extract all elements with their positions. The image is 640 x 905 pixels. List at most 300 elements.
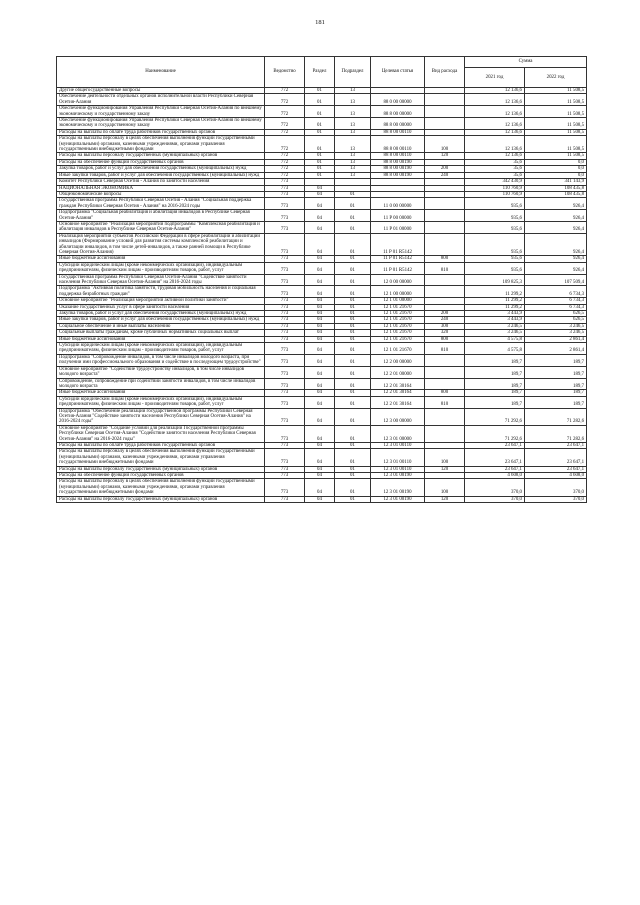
cell-csr: 12 3 01 00190 — [371, 473, 425, 479]
cell-csr: 12 3 01 00000 — [371, 425, 425, 442]
cell-sum-2022: 4 608,0 — [525, 473, 587, 479]
table-row — [57, 304, 587, 310]
table-row — [57, 354, 587, 366]
cell-sum-2022: 71 282,6 — [525, 408, 587, 425]
cell-ved: 773 — [265, 396, 305, 408]
cell-razdel: 04 — [305, 378, 335, 390]
cell-podrazdel: 01 — [335, 496, 371, 502]
cell-ved: 773 — [265, 366, 305, 378]
table-row — [57, 198, 587, 210]
cell-sum-2021: 189,7 — [465, 390, 525, 396]
cell-razdel: 04 — [305, 185, 335, 191]
cell-podrazdel: 01 — [335, 256, 371, 262]
cell-podrazdel: 01 — [335, 286, 371, 298]
cell-csr: 12 1 01 21670 — [371, 323, 425, 329]
cell-sum-2021: 3 443,9 — [465, 317, 525, 323]
table-row — [57, 262, 587, 274]
cell-ved: 773 — [265, 449, 305, 466]
cell-podrazdel: 13 — [335, 118, 371, 130]
cell-podrazdel: 01 — [335, 442, 371, 448]
cell-sum-2021: 370,0 — [465, 496, 525, 502]
cell-name: Комитет Республики Северная Осетия - Алания по занятости населения — [57, 179, 265, 185]
cell-podrazdel: 13 — [335, 94, 371, 106]
cell-vr — [425, 378, 465, 390]
cell-sum-2021: 935,6 — [465, 233, 525, 256]
cell-ved: 773 — [265, 378, 305, 390]
cell-ved: 773 — [265, 473, 305, 479]
cell-csr: 88 8 00 00000 — [371, 118, 425, 130]
cell-podrazdel: 01 — [335, 390, 371, 396]
cell-sum-2022: 341 143,9 — [525, 179, 587, 185]
cell-name: Иные бюджетные ассигнования — [57, 256, 265, 262]
cell-csr: 11 P 01 00000 — [371, 221, 425, 233]
cell-csr: 12 3 01 00110 — [371, 466, 425, 472]
cell-podrazdel: 01 — [335, 354, 371, 366]
cell-sum-2021: 23 647,1 — [465, 449, 525, 466]
cell-sum-2021: 4 575,8 — [465, 336, 525, 342]
cell-name: Другие общегосударственные вопросы — [57, 88, 265, 94]
cell-sum-2022: 11 508,5 — [525, 153, 587, 159]
cell-csr: 12 1 00 00000 — [371, 286, 425, 298]
cell-sum-2021: 935,6 — [465, 256, 525, 262]
table-row — [57, 473, 587, 479]
cell-ved: 773 — [265, 256, 305, 262]
cell-razdel: 01 — [305, 129, 335, 135]
cell-podrazdel: 01 — [335, 304, 371, 310]
cell-csr: 12 1 01 21670 — [371, 336, 425, 342]
cell-razdel: 04 — [305, 425, 335, 442]
table-row — [57, 94, 587, 106]
cell-sum-2022: 189,7 — [525, 396, 587, 408]
table-row — [57, 449, 587, 466]
cell-razdel: 04 — [305, 473, 335, 479]
table-row — [57, 378, 587, 390]
cell-name: Подпрограмма "Социальная реабилитация и абилитация инвалидов в Республике Северная Осетия-Алания" — [57, 210, 265, 222]
cell-razdel: 04 — [305, 330, 335, 336]
cell-sum-2022: 926,4 — [525, 262, 587, 274]
cell-ved: 772 — [265, 118, 305, 130]
cell-podrazdel: 13 — [335, 88, 371, 94]
cell-sum-2021: 35,6 — [465, 159, 525, 165]
page-number: 181 — [315, 19, 325, 26]
cell-podrazdel: 01 — [335, 274, 371, 286]
cell-vr — [425, 94, 465, 106]
cell-ved: 773 — [265, 330, 305, 336]
header-year-1: 2021 год — [465, 68, 525, 88]
cell-razdel: 04 — [305, 408, 335, 425]
cell-razdel: 04 — [305, 323, 335, 329]
table-row — [57, 118, 587, 130]
cell-razdel: 04 — [305, 396, 335, 408]
cell-name: Оказание государственных услуг в сфере занятости населения — [57, 304, 265, 310]
cell-sum-2021: 11 299,2 — [465, 286, 525, 298]
cell-name: Расходы на выплаты персоналу государственных (муниципальных) органов — [57, 153, 265, 159]
cell-podrazdel: 01 — [335, 221, 371, 233]
table-row — [57, 233, 587, 256]
cell-name: Социальное обеспечение и иные выплаты населению — [57, 323, 265, 329]
cell-vr — [425, 274, 465, 286]
cell-podrazdel: 01 — [335, 396, 371, 408]
cell-name: Подпрограмма "Сопровождение инвалидов, в том числе инвалидов молодого возраста, при получении ими профессионального образования и содействие в последующем трудоустройстве" — [57, 354, 265, 366]
cell-razdel: 04 — [305, 442, 335, 448]
cell-name: Расходы на выплаты персоналу государственных (муниципальных) органов — [57, 496, 265, 502]
cell-name: Закупка товаров, работ и услуг для обеспечения государственных (муниципальных) нужд — [57, 311, 265, 317]
cell-podrazdel: 01 — [335, 408, 371, 425]
cell-csr: 88 8 00 00190 — [371, 172, 425, 178]
cell-ved: 773 — [265, 311, 305, 317]
cell-razdel: 04 — [305, 449, 335, 466]
cell-razdel: 01 — [305, 166, 335, 172]
cell-razdel: 04 — [305, 198, 335, 210]
cell-vr: 100 — [425, 136, 465, 153]
cell-name: Реализация мероприятий субъектов Российской Федерации в сфере реабилитации и абилитации инвалидов (Формирование условий для развития системы комплексной реабилитации и абилитации инвалидов, в том числе детей-инвалидов, а также ранней помощи в Республике Северная Осетия-Алания) — [57, 233, 265, 256]
cell-sum-2022: 2 861,4 — [525, 343, 587, 355]
cell-sum-2021: 12 136,6 — [465, 118, 525, 130]
cell-vr: 100 — [425, 479, 465, 496]
cell-sum-2021: 110 760,9 — [465, 191, 525, 197]
cell-sum-2022: 926,4 — [525, 256, 587, 262]
cell-csr: 12 1 01 21670 — [371, 304, 425, 310]
cell-razdel: 04 — [305, 343, 335, 355]
cell-podrazdel: 01 — [335, 210, 371, 222]
cell-sum-2022: 626,5 — [525, 317, 587, 323]
cell-sum-2022: 3 246,5 — [525, 323, 587, 329]
cell-csr: 88 8 00 00110 — [371, 129, 425, 135]
cell-vr: 800 — [425, 336, 465, 342]
cell-sum-2022: 2 861,4 — [525, 336, 587, 342]
cell-name: Расходы на выплаты персоналу в целях обеспечения выполнения функций государственными (муниципальными) органами, казенными учреждениями, органами управления государственными внебюджетными фондами — [57, 479, 265, 496]
cell-vr — [425, 233, 465, 256]
cell-vr: 810 — [425, 262, 465, 274]
cell-ved: 773 — [265, 262, 305, 274]
cell-ved: 773 — [265, 286, 305, 298]
cell-razdel: 04 — [305, 210, 335, 222]
cell-podrazdel: 01 — [335, 330, 371, 336]
cell-podrazdel: 01 — [335, 466, 371, 472]
cell-csr: 12 3 01 00190 — [371, 496, 425, 502]
cell-vr — [425, 366, 465, 378]
header-ved: Ведомство — [265, 57, 305, 88]
cell-csr: 12 1 01 21670 — [371, 330, 425, 336]
cell-sum-2021: 3 246,5 — [465, 323, 525, 329]
cell-razdel: 04 — [305, 390, 335, 396]
cell-sum-2021: 12 136,6 — [465, 153, 525, 159]
cell-sum-2022: 0,0 — [525, 159, 587, 165]
cell-ved: 772 — [265, 88, 305, 94]
cell-name: Подпрограмма "Обеспечение реализации государственной программы Республики Северная Осетия-Алания "Содействие занятости населения Республики Северная Осетия-Алания" на 2016-2024 годы" — [57, 408, 265, 425]
cell-name: Общеэкономические вопросы — [57, 191, 265, 197]
cell-vr — [425, 118, 465, 130]
table-row — [57, 106, 587, 118]
cell-sum-2022: 11 508,5 — [525, 129, 587, 135]
cell-podrazdel: 01 — [335, 425, 371, 442]
cell-ved: 772 — [265, 172, 305, 178]
cell-name: Субсидии юридическим лицам (кроме некоммерческих организаций), индивидуальным предпринимателям, физическим лицам - производителям товаров, работ, услуг — [57, 396, 265, 408]
cell-sum-2021: 11 299,2 — [465, 298, 525, 304]
cell-sum-2022: 3 246,5 — [525, 330, 587, 336]
cell-razdel: 01 — [305, 136, 335, 153]
cell-sum-2022: 11 508,5 — [525, 106, 587, 118]
cell-vr: 800 — [425, 256, 465, 262]
cell-sum-2022: 71 282,6 — [525, 425, 587, 442]
header-podrazdel: Подраздел — [335, 57, 371, 88]
table-row — [57, 136, 587, 153]
cell-sum-2022: 0,0 — [525, 166, 587, 172]
cell-sum-2022: 108 435,8 — [525, 185, 587, 191]
cell-name: Сопровождение, сопровождение при содействии занятости инвалидов, в том числе инвалидов молодого возраста — [57, 378, 265, 390]
cell-razdel: 01 — [305, 88, 335, 94]
table-row — [57, 210, 587, 222]
cell-csr: 12 2 01 00000 — [371, 366, 425, 378]
cell-ved: 773 — [265, 442, 305, 448]
cell-name: Расходы на выплаты по оплате труда работников государственных органов — [57, 129, 265, 135]
cell-sum-2021: 109 825,3 — [465, 274, 525, 286]
cell-csr: 12 2 01 30164 — [371, 378, 425, 390]
table-body — [57, 88, 587, 503]
cell-podrazdel: 01 — [335, 262, 371, 274]
cell-ved: 772 — [265, 136, 305, 153]
cell-podrazdel: 01 — [335, 366, 371, 378]
cell-name: Расходы на обеспечение функций государственных органов — [57, 159, 265, 165]
cell-razdel: 04 — [305, 311, 335, 317]
cell-csr: 12 1 01 00000 — [371, 298, 425, 304]
cell-podrazdel: 13 — [335, 136, 371, 153]
cell-csr: 12 1 01 21670 — [371, 311, 425, 317]
cell-podrazdel: 01 — [335, 198, 371, 210]
table-row — [57, 298, 587, 304]
cell-sum-2021: 11 299,2 — [465, 304, 525, 310]
cell-sum-2022: 926,4 — [525, 233, 587, 256]
cell-sum-2021: 189,7 — [465, 354, 525, 366]
cell-sum-2021: 35,6 — [465, 172, 525, 178]
cell-sum-2021: 3 443,9 — [465, 311, 525, 317]
cell-razdel: 04 — [305, 466, 335, 472]
cell-vr: 100 — [425, 449, 465, 466]
cell-ved: 772 — [265, 94, 305, 106]
cell-sum-2021: 935,6 — [465, 262, 525, 274]
cell-name: Расходы на выплаты персоналу государственных (муниципальных) органов — [57, 466, 265, 472]
cell-podrazdel: 01 — [335, 191, 371, 197]
cell-name: Расходы на выплаты персоналу в целях обеспечения выполнения функций государственными (муниципальными) органами, казенными учреждениями, органами управления государственными внебюджетными фондами — [57, 449, 265, 466]
cell-sum-2021: 23 647,1 — [465, 466, 525, 472]
cell-sum-2022: 926,4 — [525, 198, 587, 210]
cell-podrazdel: 01 — [335, 343, 371, 355]
cell-csr: 11 0 00 00000 — [371, 198, 425, 210]
cell-podrazdel: 01 — [335, 311, 371, 317]
cell-sum-2022: 107 509,4 — [525, 274, 587, 286]
cell-name: Государственная программа Республики Северная Осетия - Алания "Социальная поддержка граждан Республики Северная Осетия - Алания" на 2016-2024 годы — [57, 198, 265, 210]
cell-vr — [425, 221, 465, 233]
table-row — [57, 330, 587, 336]
cell-sum-2022: 23 647,1 — [525, 449, 587, 466]
cell-sum-2022: 189,7 — [525, 354, 587, 366]
cell-sum-2022: 11 508,5 — [525, 136, 587, 153]
cell-ved: 773 — [265, 274, 305, 286]
cell-ved: 773 — [265, 466, 305, 472]
cell-vr — [425, 408, 465, 425]
cell-sum-2022: 189,7 — [525, 378, 587, 390]
cell-podrazdel: 01 — [335, 479, 371, 496]
table-row — [57, 221, 587, 233]
cell-podrazdel: 13 — [335, 106, 371, 118]
cell-razdel: 04 — [305, 286, 335, 298]
cell-podrazdel: 01 — [335, 336, 371, 342]
cell-sum-2021: 189,7 — [465, 396, 525, 408]
cell-razdel: 04 — [305, 191, 335, 197]
cell-csr: 88 8 00 00190 — [371, 166, 425, 172]
cell-name: Закупка товаров, работ и услуг для обеспечения государственных (муниципальных) нужд — [57, 166, 265, 172]
cell-razdel: 01 — [305, 118, 335, 130]
cell-vr — [425, 198, 465, 210]
cell-ved: 773 — [265, 425, 305, 442]
cell-sum-2021: 342 430,9 — [465, 179, 525, 185]
cell-podrazdel: 13 — [335, 159, 371, 165]
cell-vr: 810 — [425, 396, 465, 408]
cell-ved: 773 — [265, 198, 305, 210]
cell-podrazdel: 01 — [335, 449, 371, 466]
cell-razdel: 04 — [305, 366, 335, 378]
cell-vr — [425, 210, 465, 222]
cell-name: Иные закупки товаров, работ и услуг для обеспечения государственных (муниципальных) нужд — [57, 172, 265, 178]
header-razdel: Раздел — [305, 57, 335, 88]
cell-name: НАЦИОНАЛЬНАЯ ЭКОНОМИКА — [57, 185, 265, 191]
cell-vr: 200 — [425, 166, 465, 172]
cell-sum-2022: 11 508,5 — [525, 118, 587, 130]
cell-sum-2021: 935,6 — [465, 198, 525, 210]
cell-sum-2022: 370,0 — [525, 496, 587, 502]
cell-csr: 88 8 00 00110 — [371, 136, 425, 153]
cell-name: Социальные выплаты гражданам, кроме публичных нормативных социальных выплат — [57, 330, 265, 336]
cell-sum-2022: 23 647,1 — [525, 466, 587, 472]
header-name: Наименование — [57, 57, 265, 88]
cell-sum-2022: 23 647,1 — [525, 442, 587, 448]
cell-csr: 88 8 00 00000 — [371, 106, 425, 118]
table-row — [57, 311, 587, 317]
cell-csr: 12 3 01 00190 — [371, 479, 425, 496]
cell-name: Основное мероприятие "Содействие трудоустройству инвалидов, в том числе инвалидов молодого возраста" — [57, 366, 265, 378]
cell-vr — [425, 354, 465, 366]
cell-razdel: 01 — [305, 153, 335, 159]
cell-sum-2022: 6 734,3 — [525, 286, 587, 298]
table-row — [57, 343, 587, 355]
cell-sum-2021: 189,7 — [465, 366, 525, 378]
cell-csr: 11 P 01 R5142 — [371, 262, 425, 274]
cell-razdel: 01 — [305, 106, 335, 118]
cell-razdel: 01 — [305, 172, 335, 178]
cell-vr: 320 — [425, 330, 465, 336]
cell-sum-2021: 71 292,6 — [465, 425, 525, 442]
table-row — [57, 317, 587, 323]
cell-csr: 11 P 00 00000 — [371, 210, 425, 222]
cell-podrazdel: 13 — [335, 166, 371, 172]
cell-sum-2021: 35,6 — [465, 166, 525, 172]
table-row — [57, 129, 587, 135]
cell-razdel: 04 — [305, 496, 335, 502]
header-summa: Сумма — [465, 57, 587, 68]
cell-ved: 772 — [265, 106, 305, 118]
cell-podrazdel: 01 — [335, 323, 371, 329]
cell-sum-2021: 189,7 — [465, 378, 525, 390]
header-vr: Вид расхода — [425, 57, 465, 88]
cell-ved: 772 — [265, 159, 305, 165]
cell-csr: 11 P 01 R5142 — [371, 233, 425, 256]
cell-ved: 773 — [265, 179, 305, 185]
cell-ved: 773 — [265, 336, 305, 342]
cell-vr: 240 — [425, 172, 465, 178]
cell-sum-2022: 0,0 — [525, 172, 587, 178]
cell-sum-2022: 926,4 — [525, 221, 587, 233]
cell-sum-2022: 189,7 — [525, 390, 587, 396]
cell-csr: 12 2 01 30164 — [371, 390, 425, 396]
cell-vr: 120 — [425, 153, 465, 159]
cell-razdel: 04 — [305, 336, 335, 342]
cell-name: Обеспечение функционирования Управления Республики Северная Осетия-Алания по внешнему экономическому и государственному заказу — [57, 106, 265, 118]
cell-ved: 773 — [265, 496, 305, 502]
cell-csr: 12 2 00 00000 — [371, 354, 425, 366]
cell-ved: 773 — [265, 317, 305, 323]
cell-name: Обеспечение деятельности отдельных органов исполнительной власти Республики Северная Осетия-Алания — [57, 94, 265, 106]
cell-name: Расходы на выплаты по оплате труда работников государственных органов — [57, 442, 265, 448]
cell-ved: 773 — [265, 304, 305, 310]
cell-ved: 773 — [265, 390, 305, 396]
cell-razdel: 01 — [305, 94, 335, 106]
cell-sum-2022: 6 734,3 — [525, 304, 587, 310]
cell-name: Основное мероприятие "Реализация мероприятий подпрограммы "Комплексная реабилитация и абилитация инвалидов в Республике Северная Осетия-Алания" — [57, 221, 265, 233]
cell-razdel: 04 — [305, 233, 335, 256]
cell-name: Основное мероприятие "Реализация мероприятий активной политики занятости" — [57, 298, 265, 304]
cell-ved: 773 — [265, 408, 305, 425]
cell-sum-2021: 4 608,0 — [465, 473, 525, 479]
cell-csr: 12 3 01 00110 — [371, 442, 425, 448]
cell-vr — [425, 286, 465, 298]
cell-sum-2021: 12 136,6 — [465, 88, 525, 94]
cell-ved: 773 — [265, 185, 305, 191]
table-row — [57, 408, 587, 425]
cell-podrazdel: 13 — [335, 153, 371, 159]
cell-name: Субсидии юридическим лицам (кроме некоммерческих организаций), индивидуальным предпринимателям, физическим лицам - производителям товаров, работ, услуг — [57, 262, 265, 274]
cell-csr: 12 3 01 00110 — [371, 449, 425, 466]
cell-ved: 773 — [265, 210, 305, 222]
cell-sum-2021: 935,6 — [465, 221, 525, 233]
cell-name: Подпрограмма "Активная политика занятости, трудовая мобильность населения и социальная поддержка безработных граждан" — [57, 286, 265, 298]
cell-vr — [425, 106, 465, 118]
cell-sum-2022: 926,4 — [525, 210, 587, 222]
cell-vr: 120 — [425, 466, 465, 472]
cell-csr: 88 0 00 00000 — [371, 94, 425, 106]
cell-name: Субсидии юридическим лицам (кроме некоммерческих организаций), индивидуальным предпринимателям, физическим лицам - производителям товаров, работ, услуг — [57, 343, 265, 355]
cell-sum-2021: 935,6 — [465, 210, 525, 222]
cell-name: Основное мероприятие "Создание условий для реализации Государственной программы Республики Северная Осетия-Алания "Содействие занятости населения Республики Северная Осетия-Алания" на 2016-2024 годы" — [57, 425, 265, 442]
table-row — [57, 274, 587, 286]
cell-razdel: 01 — [305, 159, 335, 165]
table-row — [57, 366, 587, 378]
cell-ved: 773 — [265, 191, 305, 197]
cell-razdel: 04 — [305, 298, 335, 304]
cell-podrazdel: 13 — [335, 172, 371, 178]
cell-name: Государственная программа Республики Северная Осетия-Алания "Содействие занятости населения Республики Северная Осетия-Алания" на 2016-2024 годы — [57, 274, 265, 286]
table-row — [57, 425, 587, 442]
cell-razdel: 04 — [305, 354, 335, 366]
cell-podrazdel: 01 — [335, 473, 371, 479]
cell-sum-2022: 189,7 — [525, 366, 587, 378]
table-row — [57, 442, 587, 448]
cell-ved: 773 — [265, 479, 305, 496]
cell-sum-2021: 23 647,1 — [465, 442, 525, 448]
cell-ved: 773 — [265, 343, 305, 355]
cell-ved: 773 — [265, 221, 305, 233]
cell-razdel: 04 — [305, 256, 335, 262]
cell-vr: 120 — [425, 496, 465, 502]
